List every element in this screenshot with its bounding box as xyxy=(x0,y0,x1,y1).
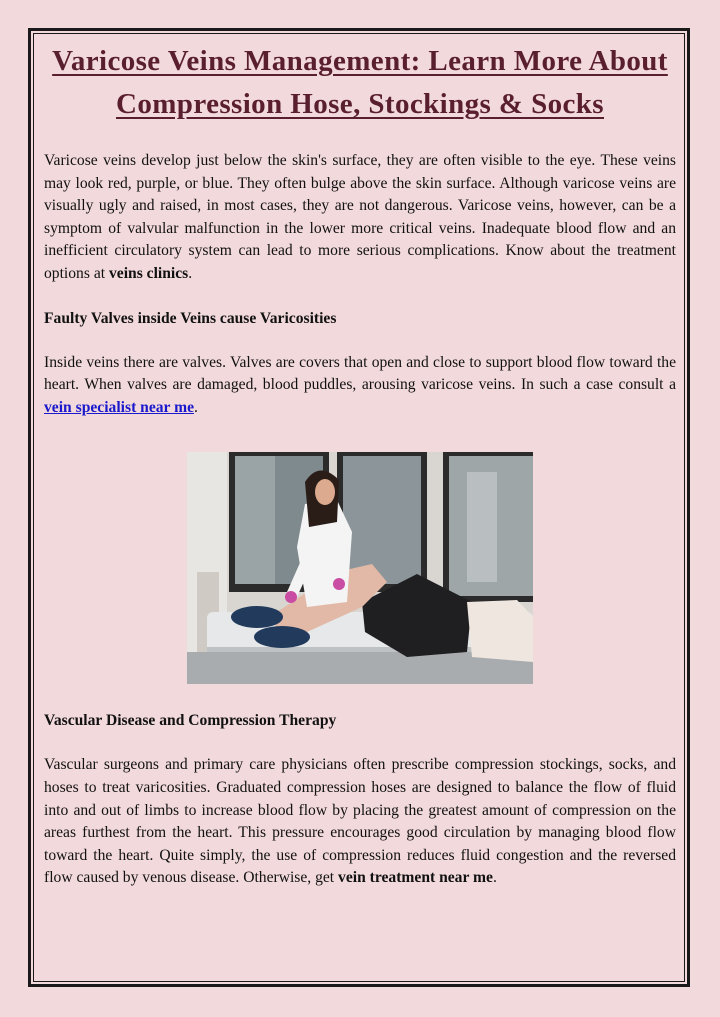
section-heading-compression-therapy: Vascular Disease and Compression Therapy xyxy=(44,712,337,730)
vein-specialist-link[interactable]: vein specialist near me xyxy=(44,398,194,416)
document-body xyxy=(44,40,676,890)
valves-end: . xyxy=(194,398,198,416)
clinic-photo xyxy=(187,452,533,684)
compression-paragraph xyxy=(44,754,676,890)
clinic-photo-illustration xyxy=(187,452,533,684)
section-heading-faulty-valves: Faulty Valves inside Veins cause Varicosities xyxy=(44,309,337,327)
vein-treatment-text: vein treatment near me xyxy=(338,869,493,887)
intro-text: Varicose veins develop just below the skin's surface, they are often visible to the eye. These veins may look red, purple, or blue. They often bulge above the skin surface. Although varicose veins are visually ugly and raised, in most cases, they are not dangerous. Varicose veins, however, can be a symptom of valvular malfunction in the lower more critical veins. Inadequate blood flow and an inefficient circulatory system can lead to more serious complications. Know about the treatment options at xyxy=(44,152,676,282)
intro-end: . xyxy=(188,264,193,282)
veins-clinics-text: veins clinics xyxy=(108,264,189,282)
compression-text: Vascular surgeons and primary care physicians often prescribe compression stockings, socks, and hoses to treat varicosities. Graduated compression hoses are designed to balance the flow of fluid into and out of limbs to increase blood flow by placing the greatest amount of compression on the areas furthest from the heart. This pressure encourages good circulation by managing blood flow toward the heart. Quite simply, the use of compression reduces fluid congestion and the reversed flow caused by venous disease. Otherwise, get xyxy=(44,756,676,887)
valves-text: Inside veins there are valves. Valves are covers that open and close to support blood flow toward the heart. When valves are damaged, blood puddles, arousing varicose veins. In such a case consult a xyxy=(44,353,676,394)
page-title: Varicose Veins Management: Learn More About Compression Hose, Stockings & Socks xyxy=(52,45,668,120)
intro-paragraph xyxy=(44,150,676,286)
compression-end: . xyxy=(492,869,497,887)
valves-paragraph xyxy=(44,352,676,420)
